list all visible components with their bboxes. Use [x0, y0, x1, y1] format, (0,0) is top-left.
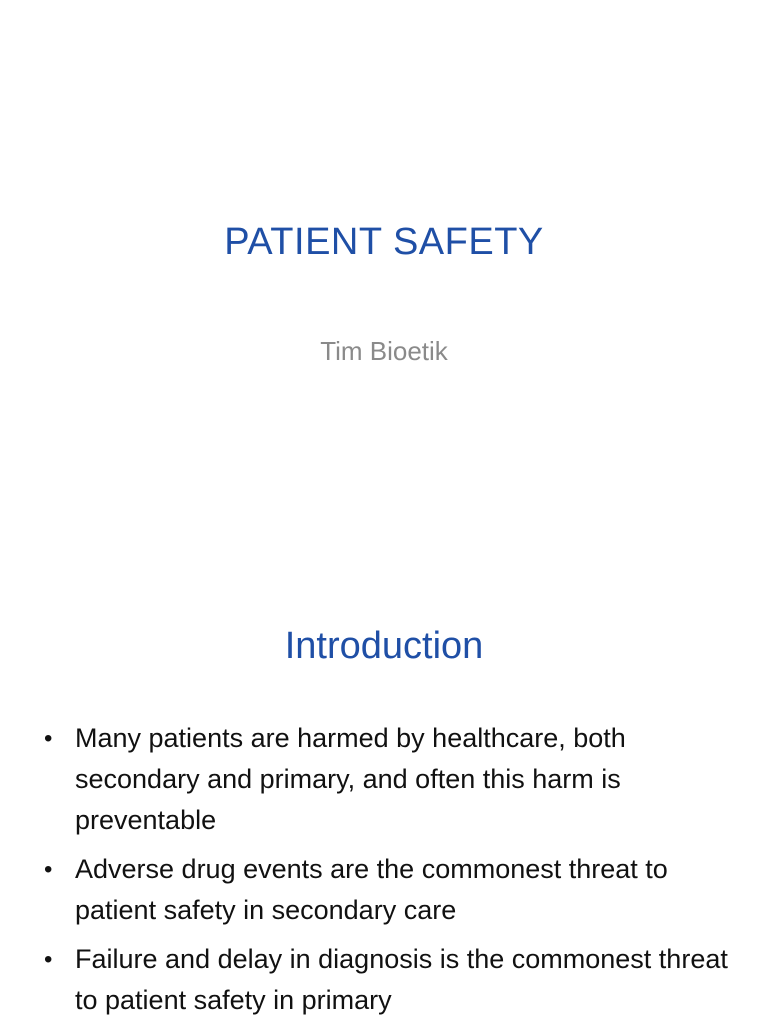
presentation-title: PATIENT SAFETY: [224, 221, 544, 263]
bullet-icon: •: [44, 946, 53, 973]
bullet-item: [44, 849, 744, 931]
bullet-icon: •: [44, 856, 53, 883]
bullet-text: Many patients are harmed by healthcare, both secondary and primary, and often this harm is preventable: [75, 723, 626, 835]
bullet-text: Adverse drug events are the commonest threat to patient safety in secondary care: [75, 854, 668, 925]
bullet-item: [44, 718, 744, 841]
bullet-item: [44, 939, 744, 1021]
bullet-icon: •: [44, 725, 53, 752]
slide-introduction: [0, 576, 768, 1024]
bullet-text: Failure and delay in diagnosis is the commonest threat to patient safety in primary: [75, 944, 728, 1015]
presentation-subtitle: Tim Bioetik: [320, 336, 448, 366]
slide-heading: Introduction: [284, 625, 484, 667]
bullet-list: [44, 718, 744, 1024]
